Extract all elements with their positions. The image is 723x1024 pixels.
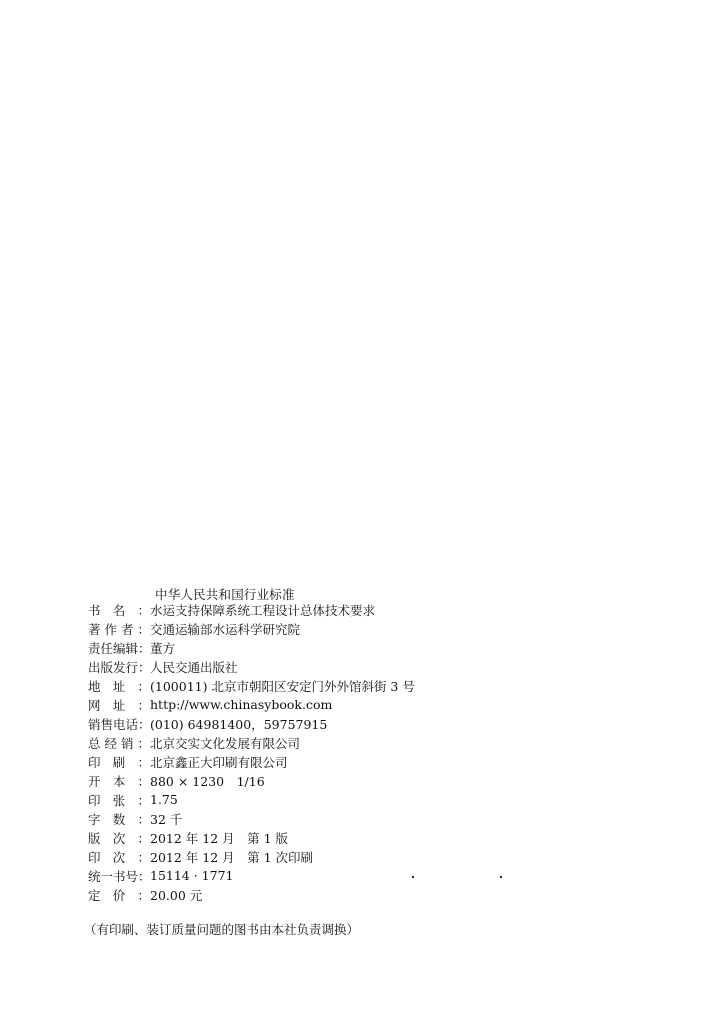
- entry-book-number: [88, 866, 234, 885]
- series-title: 中华人民共和国行业标准: [155, 587, 295, 602]
- entry-value: 水运支持保障系统工程设计总体技术要求: [150, 602, 376, 618]
- entry-label: 版次：: [88, 830, 150, 846]
- entry-value: (100011) 北京市朝阳区安定门外外馆斜街 3 号: [150, 678, 415, 694]
- entry-value: http://www.chinasybook.com: [150, 697, 333, 712]
- entry-label: 开本：: [88, 773, 150, 789]
- entry-author: [88, 619, 300, 638]
- entry-edition: [88, 828, 288, 847]
- entry-value: 交通运输部水运科学研究院: [150, 621, 301, 637]
- quality-note: （有印刷、装订质量问题的图书由本社负责调换）: [84, 922, 360, 937]
- entry-value: 15114 · 1771: [150, 868, 234, 883]
- entry-label: 印张：: [88, 792, 150, 808]
- entry-value: 880 × 1230 1/16: [150, 773, 265, 789]
- entry-value: 北京交实文化发展有限公司: [150, 735, 301, 751]
- entry-label: 书名：: [88, 602, 150, 618]
- entry-sales-phone: [88, 714, 327, 733]
- entry-value: 2012 年 12 月 第 1 次印刷: [150, 849, 314, 865]
- entry-value: 董方: [150, 640, 176, 656]
- entry-value: 人民交通出版社: [150, 659, 238, 675]
- entry-editor: [88, 638, 175, 657]
- entry-label: 统一书号：: [88, 868, 151, 884]
- entry-value: 北京鑫正大印刷有限公司: [150, 754, 288, 770]
- entry-value: (010) 64981400，59757915: [150, 716, 328, 732]
- entry-label: 销售电话：: [88, 716, 151, 732]
- entry-label: 责任编辑：: [88, 640, 151, 656]
- scan-speck: [412, 876, 414, 878]
- entry-website: [88, 695, 332, 714]
- entry-price: [88, 885, 202, 904]
- entry-label: 著作者：: [88, 621, 150, 637]
- entry-label: 出版发行：: [88, 659, 151, 675]
- entry-distributor: [88, 733, 300, 752]
- entry-title: [88, 600, 375, 619]
- entry-sheets: [88, 790, 178, 809]
- entry-value: 32 千: [150, 811, 183, 827]
- entry-label: 网址：: [88, 697, 150, 713]
- entry-label: 字数：: [88, 811, 150, 827]
- entry-label: 印次：: [88, 849, 150, 865]
- entry-word-count: [88, 809, 182, 828]
- entry-label: 总经销：: [88, 735, 150, 751]
- entry-address: [88, 676, 415, 695]
- entry-label: 印刷：: [88, 754, 150, 770]
- entry-label: 地址：: [88, 678, 150, 694]
- entry-value: 20.00 元: [150, 887, 203, 903]
- entry-value: 2012 年 12 月 第 1 版: [150, 830, 289, 846]
- entry-value: 1.75: [150, 792, 178, 807]
- entry-printing: [88, 847, 313, 866]
- entry-format: [88, 771, 265, 790]
- scan-speck: [500, 876, 502, 878]
- entry-publisher: [88, 657, 238, 676]
- entry-label: 定价：: [88, 887, 150, 903]
- entry-printer: [88, 752, 288, 771]
